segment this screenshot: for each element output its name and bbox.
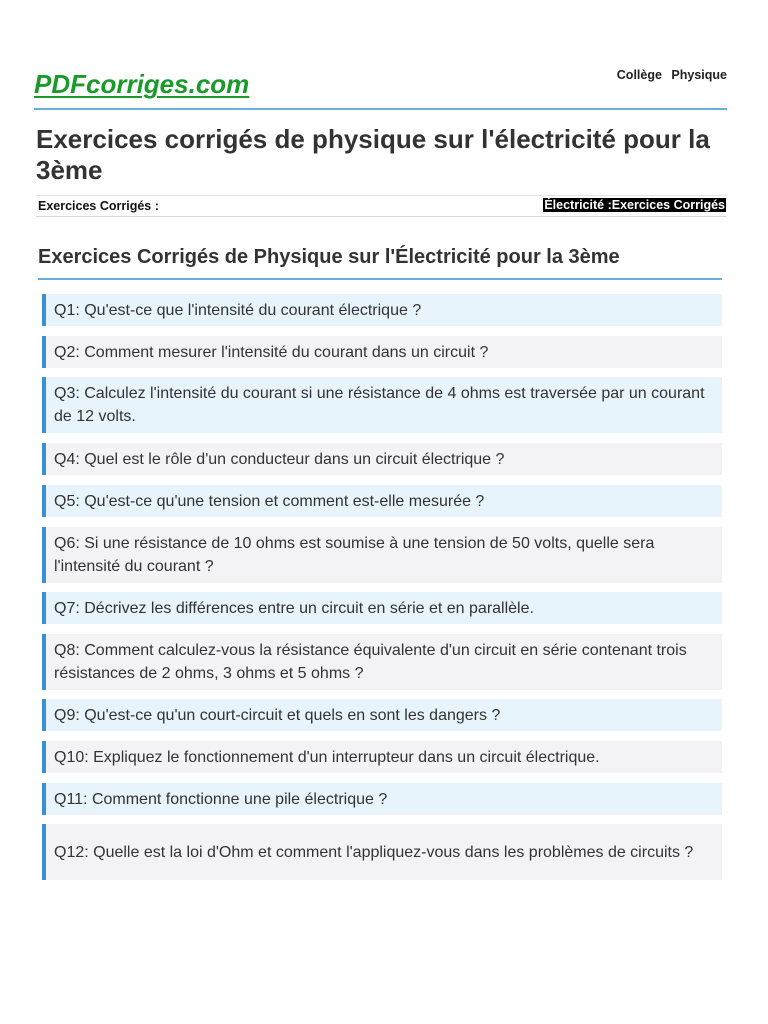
category-label: Exercices Corrigés : xyxy=(38,199,159,213)
question-text: Q1: Qu'est-ce que l'intensité du courant électrique ? xyxy=(54,301,422,319)
question-item xyxy=(42,634,722,690)
question-item xyxy=(42,485,722,517)
question-item xyxy=(42,783,722,815)
question-text: Q8: Comment calculez-vous la résistance équivalente d'un circuit en série contenant trois résistances de 2 ohms, 3 ohms et 5 ohms ? xyxy=(54,642,687,682)
section-title: Exercices Corrigés de Physique sur l'Électricité pour la 3ème xyxy=(38,246,722,280)
question-item xyxy=(42,443,722,475)
question-text: Q7: Décrivez les différences entre un circuit en série et en parallèle. xyxy=(54,599,534,617)
question-text: Q3: Calculez l'intensité du courant si une résistance de 4 ohms est traversée par un courant de 12 volts. xyxy=(54,385,705,425)
question-item xyxy=(42,294,722,326)
meta-bar xyxy=(36,195,726,217)
question-item xyxy=(42,592,722,624)
question-item xyxy=(42,699,722,731)
question-text: Q4: Quel est le rôle d'un conducteur dans un circuit électrique ? xyxy=(54,450,505,468)
nav-link-physique[interactable]: Physique xyxy=(671,68,727,82)
question-item xyxy=(42,377,722,433)
question-text: Q10: Expliquez le fonctionnement d'un interrupteur dans un circuit électrique. xyxy=(54,748,600,766)
category-tag-link[interactable]: Électricité :Exercices Corrigés xyxy=(544,198,725,212)
site-header xyxy=(34,64,727,110)
question-text: Q6: Si une résistance de 10 ohms est soumise à une tension de 50 volts, quelle sera l'intensité du courant ? xyxy=(54,535,655,575)
page-title: Exercices corrigés de physique sur l'électricité pour la 3ème xyxy=(36,124,710,185)
question-text: Q9: Qu'est-ce qu'un court-circuit et quels en sont les dangers ? xyxy=(54,706,501,724)
question-item xyxy=(42,824,722,880)
site-logo-link[interactable]: PDFcorriges.com xyxy=(34,69,250,99)
question-text: Q5: Qu'est-ce qu'une tension et comment est-elle mesurée ? xyxy=(54,492,485,510)
question-item xyxy=(42,741,722,773)
question-item xyxy=(42,336,722,368)
breadcrumb xyxy=(611,68,727,82)
nav-link-college[interactable]: Collège xyxy=(616,68,662,82)
question-item xyxy=(42,527,722,583)
question-text: Q2: Comment mesurer l'intensité du courant dans un circuit ? xyxy=(54,343,489,361)
question-text: Q12: Quelle est la loi d'Ohm et comment l'appliquez-vous dans les problèmes de circuits ? xyxy=(54,843,694,861)
question-text: Q11: Comment fonctionne une pile électrique ? xyxy=(54,790,388,808)
